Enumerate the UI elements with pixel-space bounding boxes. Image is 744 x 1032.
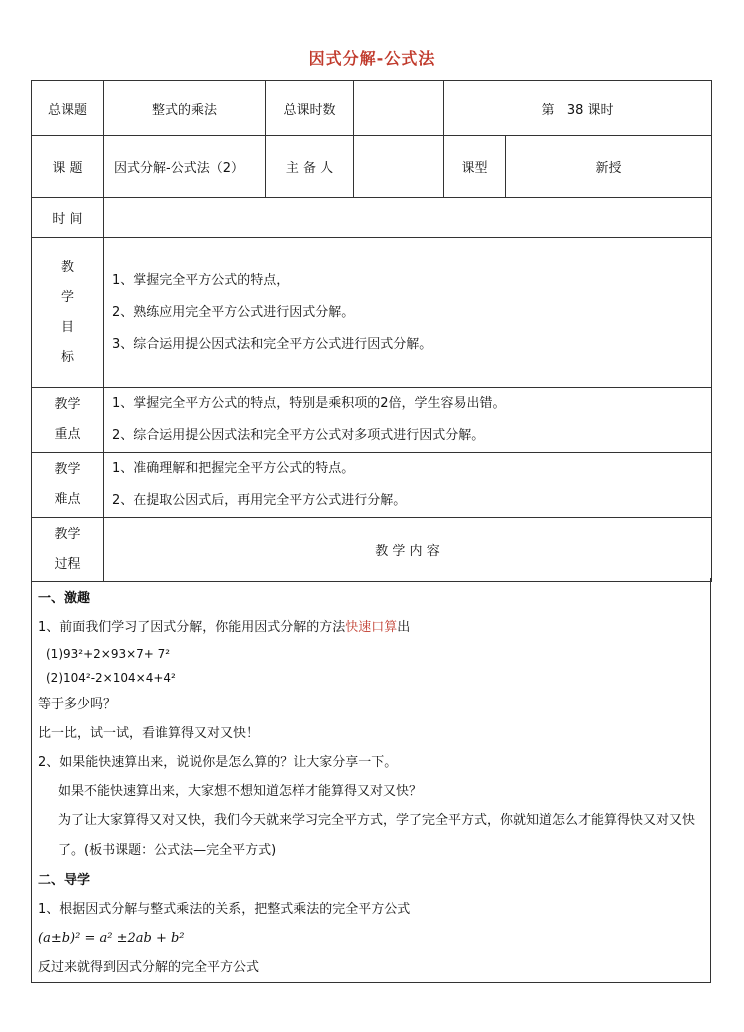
preparer-value [354, 136, 444, 198]
time-row [32, 198, 712, 238]
time-value [104, 198, 712, 238]
topic-value: 因式分解-公式法（2） [104, 136, 266, 198]
calc-1: (1)93²+2×93×7+ 7² [46, 647, 171, 661]
total-topic-value: 整式的乘法 [104, 81, 266, 136]
guide-2: 反过来就得到因式分解的完全平方公式 [38, 960, 260, 975]
type-label: 课型 [444, 136, 506, 198]
objectives-label: 教 学 目 标 [32, 238, 104, 388]
guide-1: 1、根据因式分解与整式乘法的关系，把整式乘法的完全平方公式 [38, 902, 411, 917]
question-2: 2、如果能快速算出来，说说你是怎么算的？让大家分享一下。 [38, 755, 398, 770]
objectives-content [104, 238, 712, 388]
header-row-2 [32, 136, 712, 198]
section-title-guide: 二、导学 [38, 873, 91, 888]
lesson-plan-table [31, 80, 712, 582]
total-hours-value [354, 81, 444, 136]
difficulties-label: 教学 难点 [32, 453, 104, 518]
key-points-label: 教学 重点 [32, 388, 104, 453]
question-1: 1、前面我们学习了因式分解，你能用因式分解的方法快速口算出 [38, 620, 411, 635]
type-value: 新授 [506, 136, 712, 198]
formula: (a±b)² = a² ±2ab + b² [38, 931, 185, 946]
objective-item: 3、综合运用提公因式法和完全平方公式进行因式分解。 [112, 336, 433, 352]
question-3: 如果不能快速算出来，大家想不想知道怎样才能算得又对又快？ [58, 784, 423, 799]
section-title-warmup: 一、激趣 [38, 591, 91, 606]
ask-1: 等于多少吗？ [38, 697, 117, 712]
objectives-row [32, 238, 712, 388]
key-points-content [104, 388, 712, 453]
highlight-text: 快速口算 [345, 620, 398, 635]
topic-label: 课 题 [32, 136, 104, 198]
process-row [32, 518, 712, 582]
difficulty-item: 1、准确理解和把握完全平方公式的特点。 [112, 461, 355, 476]
key-point-item: 2、综合运用提公因式法和完全平方公式对多项式进行因式分解。 [112, 428, 485, 443]
difficulties-content [104, 453, 712, 518]
objective-item: 1、掌握完全平方公式的特点， [112, 272, 290, 288]
total-topic-label: 总课题 [32, 81, 104, 136]
content-header: 教 学 内 容 [104, 518, 712, 582]
intro-paragraph: 为了让大家算得又对又快，我们今天就来学习完全平方式，学了完全平方式，你就知道怎么才能算得快又对又快了。(板书课题：公式法—完全平方式) [58, 813, 696, 858]
calc-2: (2)104²-2×104×4+4² [46, 671, 176, 685]
process-label: 教学 过程 [32, 518, 104, 582]
key-points-row [32, 388, 712, 453]
time-label: 时 间 [32, 198, 104, 238]
page-title: 因式分解-公式法 [308, 49, 436, 68]
difficulty-item: 2、在提取公因式后，再用完全平方公式进行分解。 [112, 493, 407, 508]
preparer-label: 主 备 人 [266, 136, 354, 198]
difficulties-row [32, 453, 712, 518]
teaching-content [31, 578, 711, 983]
key-point-item: 1、掌握完全平方公式的特点，特别是乘积项的2倍，学生容易出错。 [112, 396, 506, 411]
total-hours-label: 总课时数 [266, 81, 354, 136]
lesson-number: 第 38 课时 [444, 81, 712, 136]
header-row-1 [32, 81, 712, 136]
objective-item: 2、熟练应用完全平方公式进行因式分解。 [112, 304, 355, 320]
ask-2: 比一比，试一试，看谁算得又对又快！ [38, 726, 260, 741]
